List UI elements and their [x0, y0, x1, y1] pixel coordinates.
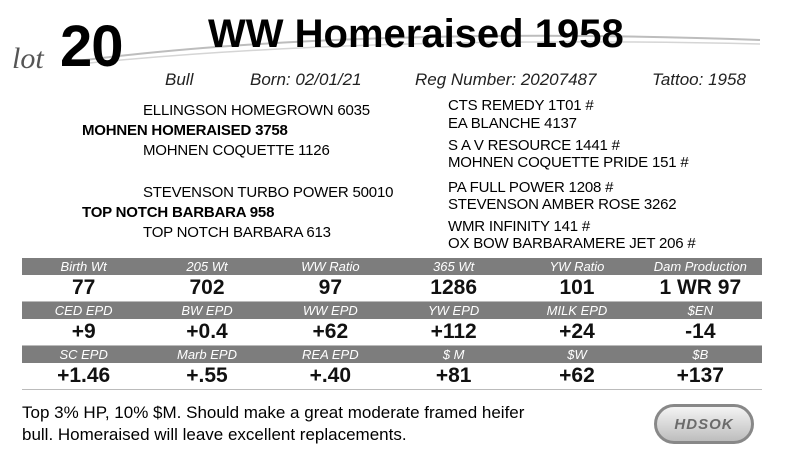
stat-value: +0.4: [145, 319, 268, 346]
lot-notes: [22, 402, 652, 446]
stat-label: YW EPD: [392, 302, 515, 320]
stat-label: Dam Production: [639, 258, 762, 275]
registration-number: Reg Number: 20207487: [415, 70, 597, 89]
stat-value: +.55: [145, 363, 268, 390]
stat-value: +9: [22, 319, 145, 346]
notes-line: bull. Homeraised will leave excellent replacements.: [22, 425, 407, 444]
stat-label: SC EPD: [22, 346, 145, 364]
dam-dam: TOP NOTCH BARBARA 613: [143, 224, 331, 241]
sire-sire-dam: EA BLANCHE 4137: [448, 115, 577, 132]
stat-value: +1.46: [22, 363, 145, 390]
dam-sire-dam: STEVENSON AMBER ROSE 3262: [448, 196, 677, 213]
stat-value: 702: [145, 275, 268, 302]
sire-dam: MOHNEN COQUETTE 1126: [143, 142, 330, 159]
stat-label: Birth Wt: [22, 258, 145, 275]
stat-value: +62: [269, 319, 392, 346]
stat-label: 205 Wt: [145, 258, 268, 275]
stat-label: BW EPD: [145, 302, 268, 320]
stat-label: REA EPD: [269, 346, 392, 364]
stat-value: 1286: [392, 275, 515, 302]
stat-value: +.40: [269, 363, 392, 390]
dam-sire: STEVENSON TURBO POWER 50010: [143, 184, 394, 201]
lot-number: 20: [60, 14, 123, 79]
sire-dam-sire: S A V RESOURCE 1441 #: [448, 137, 620, 154]
sire-sire: ELLINGSON HOMEGROWN 6035: [143, 102, 370, 119]
stat-value: 1 WR 97: [639, 275, 762, 302]
stat-label: $EN: [639, 302, 762, 320]
stat-label: $B: [639, 346, 762, 364]
sire: MOHNEN HOMERAISED 3758: [82, 122, 288, 139]
sire-sire-sire: CTS REMEDY 1T01 #: [448, 97, 594, 114]
dam-dam-sire: WMR INFINITY 141 #: [448, 218, 590, 235]
stats-value-row: [22, 363, 762, 390]
stats-value-row: [22, 319, 762, 346]
stat-value: +81: [392, 363, 515, 390]
stats-value-row: [22, 275, 762, 302]
dam-sire-sire: PA FULL POWER 1208 #: [448, 179, 614, 196]
stat-value: 77: [22, 275, 145, 302]
stat-value: -14: [639, 319, 762, 346]
sex-label: Bull: [165, 70, 194, 89]
sire-dam-dam: MOHNEN COQUETTE PRIDE 151 #: [448, 154, 689, 171]
stat-value: +112: [392, 319, 515, 346]
stat-label: WW EPD: [269, 302, 392, 320]
stat-label: WW Ratio: [269, 258, 392, 275]
stat-label: MILK EPD: [515, 302, 638, 320]
stat-value: 101: [515, 275, 638, 302]
notes-line: Top 3% HP, 10% $M. Should make a great moderate framed heifer: [22, 403, 525, 422]
stats-header-row: [22, 302, 762, 320]
stat-value: +24: [515, 319, 638, 346]
dam: TOP NOTCH BARBARA 958: [82, 204, 275, 221]
lot-label: lot: [12, 42, 44, 75]
tattoo: Tattoo: 1958: [652, 70, 746, 89]
stat-value: +62: [515, 363, 638, 390]
birth-date: Born: 02/01/21: [250, 70, 362, 89]
logo-text: HDSOK: [674, 415, 734, 433]
animal-name: WW Homeraised 1958: [208, 12, 624, 56]
stat-label: YW Ratio: [515, 258, 638, 275]
performance-table: [22, 258, 762, 390]
stat-label: Marb EPD: [145, 346, 268, 364]
stat-label: $ M: [392, 346, 515, 364]
stats-header-row: [22, 258, 762, 275]
hdsok-logo: [654, 404, 754, 444]
stat-value: 97: [269, 275, 392, 302]
stat-label: $W: [515, 346, 638, 364]
stats-header-row: [22, 346, 762, 364]
stat-value: +137: [639, 363, 762, 390]
stat-label: CED EPD: [22, 302, 145, 320]
stat-label: 365 Wt: [392, 258, 515, 275]
dam-dam-dam: OX BOW BARBARAMERE JET 206 #: [448, 235, 696, 252]
